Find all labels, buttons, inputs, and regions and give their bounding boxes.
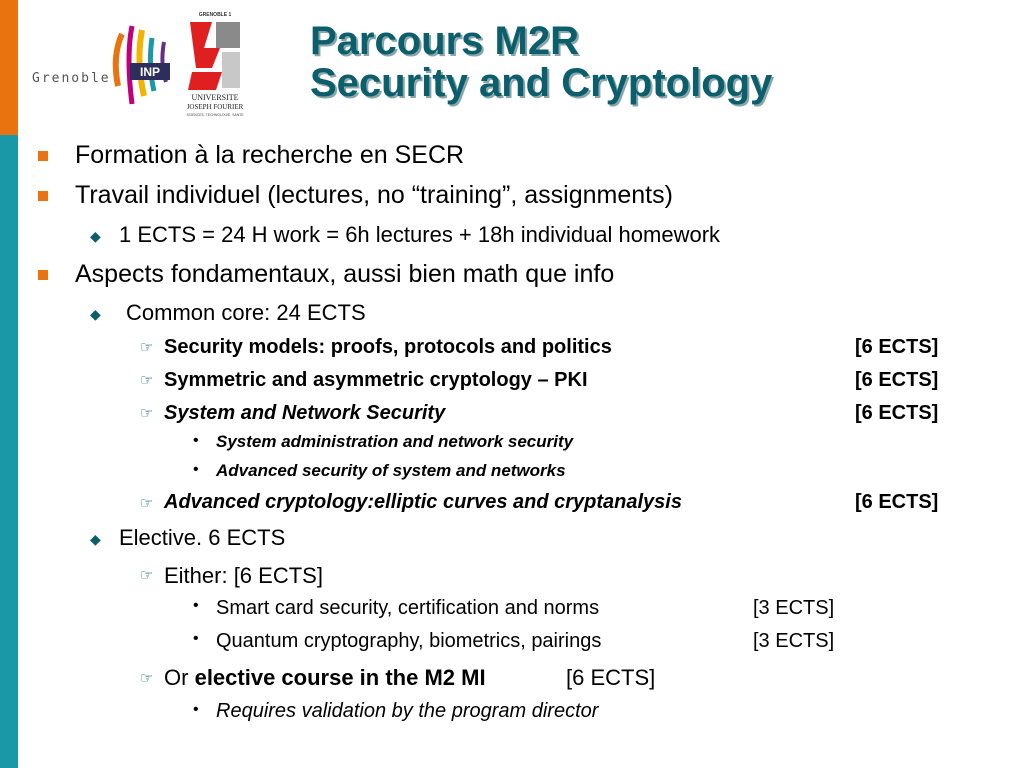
pointing-hand-icon: ☞ — [140, 495, 154, 512]
grenoble-inp-logo — [32, 16, 182, 112]
course-system-network-security: System and Network Security — [164, 402, 446, 424]
dot-bullet-icon: • — [193, 432, 199, 449]
elective-smart-card-ects: [3 ECTS] — [753, 597, 835, 619]
ujf-logo-graphic — [182, 8, 248, 120]
pointing-hand-icon: ☞ — [140, 567, 154, 584]
dot-bullet-icon: • — [193, 701, 199, 718]
elective-quantum-ects: [3 ECTS] — [753, 630, 835, 652]
course-system-network-security-ects: [6 ECTS] — [855, 402, 939, 424]
course-advanced-cryptology: Advanced cryptology:elliptic curves and cryptanalysis — [164, 491, 682, 513]
pointing-hand-icon: ☞ — [140, 339, 154, 356]
inp-logo-text: Grenoble — [32, 71, 111, 86]
bullet-elective: Elective. 6 ECTS — [119, 525, 286, 550]
side-bar-orange — [0, 0, 18, 135]
square-bullet-icon — [38, 191, 48, 201]
dot-bullet-icon: • — [193, 461, 199, 478]
ujf-logo-sub: SCIENCES. TECHNOLOGIE. SANTE — [186, 113, 244, 117]
ujf-logo-top-text: GRENOBLE 1 — [198, 12, 232, 18]
elective-smart-card: Smart card security, certification and norms — [216, 597, 600, 619]
bullet-travail: Travail individuel (lectures, no “training”, assignments) — [75, 181, 673, 209]
title-line-1: Parcours M2R — [310, 19, 579, 63]
square-bullet-icon — [38, 270, 48, 280]
elective-validation-note: Requires validation by the program director — [216, 700, 599, 722]
course-security-models: Security models: proofs, protocols and politics — [164, 336, 612, 358]
bullet-aspects: Aspects fondamentaux, aussi bien math que info — [75, 260, 615, 288]
subcourse-advanced-security: Advanced security of system and networks — [216, 461, 566, 480]
course-symmetric-crypto: Symmetric and asymmetric cryptology – PKI — [164, 369, 588, 391]
subcourse-sysadmin: System administration and network security — [216, 432, 574, 451]
diamond-bullet-icon: ◆ — [90, 228, 101, 244]
elective-quantum: Quantum cryptography, biometrics, pairings — [216, 630, 602, 652]
elective-or-course: elective course in the M2 MI — [194, 665, 486, 690]
bullet-formation: Formation à la recherche en SECR — [75, 141, 465, 169]
ujf-logo-name2: JOSEPH FOURIER — [186, 103, 244, 111]
inp-logo-graphic — [32, 16, 182, 112]
course-symmetric-crypto-ects: [6 ECTS] — [855, 369, 939, 391]
diamond-bullet-icon: ◆ — [90, 531, 101, 547]
ujf-logo-name1: UNIVERSITE — [191, 93, 239, 102]
inp-logo-mark: INP — [139, 65, 161, 79]
pointing-hand-icon: ☞ — [140, 372, 154, 389]
pointing-hand-icon: ☞ — [140, 405, 154, 422]
elective-or — [164, 665, 486, 691]
square-bullet-icon — [38, 151, 48, 161]
diamond-bullet-icon: ◆ — [90, 306, 101, 322]
course-advanced-cryptology-ects: [6 ECTS] — [855, 491, 939, 513]
elective-either: Either: [6 ECTS] — [164, 563, 323, 588]
slide-title — [310, 20, 772, 104]
pointing-hand-icon: ☞ — [140, 670, 154, 687]
dot-bullet-icon: • — [193, 597, 199, 614]
side-bar-teal — [0, 135, 18, 768]
bullet-common-core: Common core: 24 ECTS — [126, 300, 366, 325]
ujf-logo — [182, 8, 248, 120]
title-line-2: Security and Cryptology — [310, 61, 773, 105]
elective-or-ects: [6 ECTS] — [566, 665, 656, 690]
elective-or-prefix: Or — [164, 665, 189, 690]
dot-bullet-icon: • — [193, 630, 199, 647]
course-security-models-ects: [6 ECTS] — [855, 336, 939, 358]
bullet-ects-definition: 1 ECTS = 24 H work = 6h lectures + 18h individual homework — [119, 222, 721, 247]
